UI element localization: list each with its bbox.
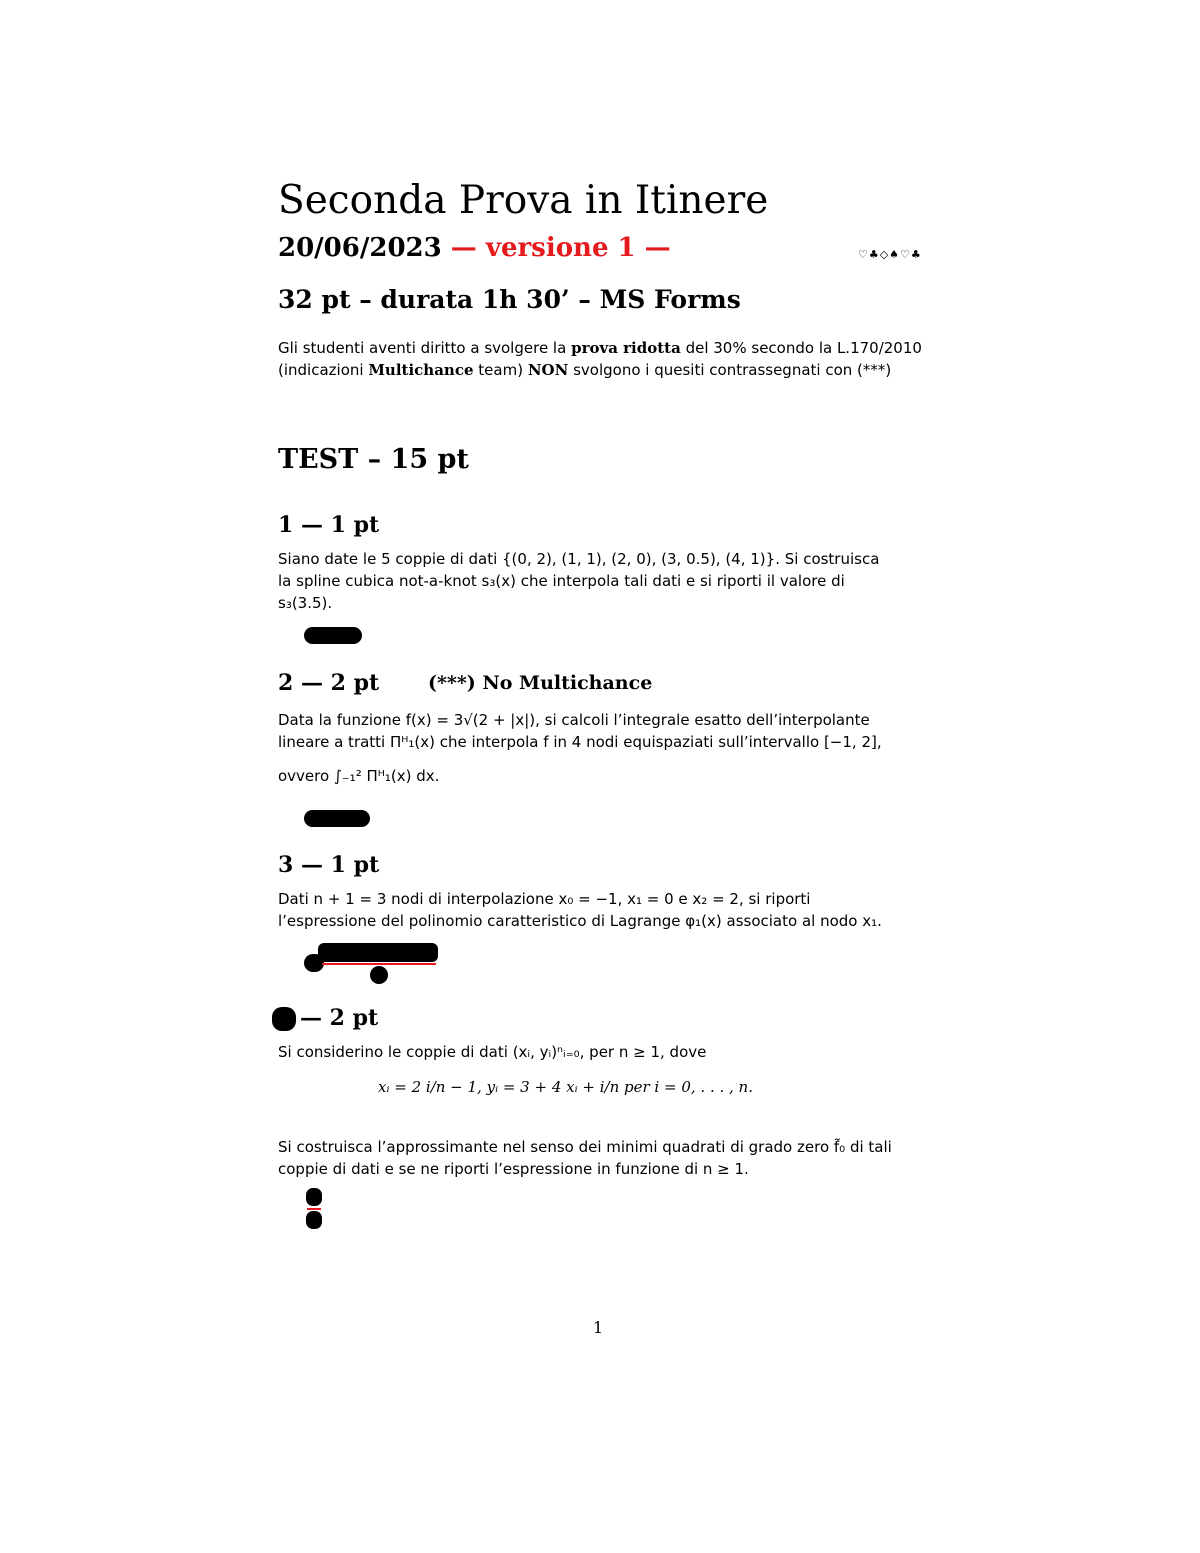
q4-line-2: Si costruisca l’approssimante nel senso dei minimi quadrati di grado zero f̃₀ di tali — [278, 1138, 892, 1156]
intro-bold-non: NON — [527, 361, 569, 379]
q4-intro — [278, 1041, 922, 1063]
intro-paragraph — [278, 337, 922, 381]
intro-bold-multichance: Multichance — [368, 361, 474, 379]
exam-date: 20/06/2023 — [278, 233, 442, 263]
redacted-q4-number — [272, 1007, 296, 1031]
fraction-bar-q4 — [307, 1208, 321, 1210]
exam-date-line — [278, 233, 671, 263]
redacted-answer-q4-bottom — [306, 1211, 322, 1229]
intro-text-1: Gli studenti aventi diritto a svolgere la — [278, 339, 572, 357]
q3-line-2: l’espressione del polinomio caratteristico di Lagrange φ₁(x) associato al nodo x₁. — [278, 912, 882, 930]
q4-line-3: coppie di dati e se ne riporti l’espressione in funzione di n ≥ 1. — [278, 1160, 749, 1178]
q2-line-2: lineare a tratti Πᴴ₁(x) che interpola f in 4 nodi equispaziati sull’intervallo [−1, 2], — [278, 733, 882, 751]
intro-text-5: svolgono i quesiti contrassegnati con (***) — [568, 361, 892, 379]
redacted-answer-q3-top — [318, 943, 438, 962]
redacted-answer-q2 — [304, 810, 370, 827]
q4-text — [278, 1136, 922, 1180]
q3-line-1: Dati n + 1 = 3 nodi di interpolazione x₀ = −1, x₁ = 0 e x₂ = 2, si riporti — [278, 890, 811, 908]
fraction-bar-q3 — [322, 963, 436, 965]
q4-formula: xᵢ = 2 i/n − 1, yᵢ = 3 + 4 xᵢ + i/n per i = 0, . . . , n. — [378, 1078, 753, 1096]
q1-heading: 1 — 1 pt — [278, 512, 380, 538]
intro-text-4: team) — [473, 361, 528, 379]
q2-text — [278, 709, 922, 787]
q2-multichance-tag: (***) No Multichance — [428, 672, 653, 694]
q3-text — [278, 888, 922, 932]
q1-text — [278, 548, 922, 614]
exam-version: — versione 1 — — [450, 233, 671, 263]
intro-bold-reduced: prova ridotta — [571, 339, 681, 357]
q1-line-2: la spline cubica not-a-knot s₃(x) che interpola tali dati e si riporti il valore di — [278, 572, 845, 590]
q4-heading: — 2 pt — [300, 1005, 379, 1031]
intro-text-2: del 30% secondo la L.170/2010 — [680, 339, 922, 357]
q2-line-3: ovvero ∫₋₁² Πᴴ₁(x) dx. — [278, 767, 440, 785]
q1-line-3: s₃(3.5). — [278, 594, 333, 612]
suits-symbols: ♡♣◇♠♡♣ — [858, 248, 922, 261]
redacted-answer-q1 — [304, 627, 362, 644]
q1-line-1: Siano date le 5 coppie di dati {(0, 2), (1, 1), (2, 0), (3, 0.5), (4, 1)}. Si costruisca — [278, 550, 880, 568]
exam-subtitle: 32 pt – durata 1h 30’ – MS Forms — [278, 285, 741, 314]
page-number: 1 — [593, 1318, 604, 1337]
q3-heading: 3 — 1 pt — [278, 852, 380, 878]
intro-text-3: (indicazioni — [278, 361, 369, 379]
q4-line-1: Si considerino le coppie di dati (xᵢ, yᵢ)ⁿᵢ₌₀, per n ≥ 1, dove — [278, 1043, 707, 1061]
redacted-answer-q3-bottom — [370, 966, 388, 984]
q2-heading: 2 — 2 pt — [278, 670, 380, 696]
q2-line-1: Data la funzione f(x) = 3√(2 + |x|), si calcoli l’integrale esatto dell’interpolante — [278, 711, 870, 729]
document-title: Seconda Prova in Itinere — [278, 178, 769, 223]
section-title: TEST – 15 pt — [278, 444, 469, 475]
redacted-answer-q4-top — [306, 1188, 322, 1206]
